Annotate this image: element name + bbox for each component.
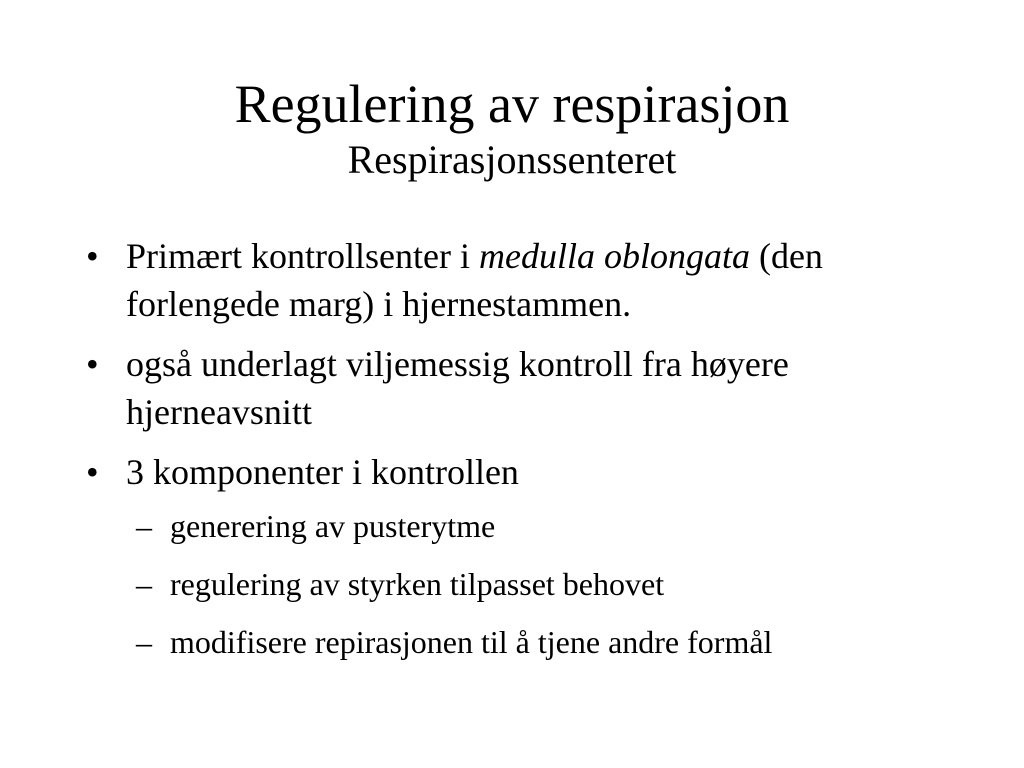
bullet-1-text-italic: medulla oblongata bbox=[478, 236, 750, 276]
bullet-list bbox=[86, 232, 966, 664]
sub-item-3-text: modifisere repirasjonen til å tjene andre formål bbox=[170, 624, 773, 660]
title-block bbox=[0, 72, 1024, 184]
bullet-item-3 bbox=[86, 448, 966, 496]
bullet-item-1 bbox=[86, 232, 966, 328]
bullet-2-text: også underlagt viljemessig kontroll fra høyere hjerneavsnitt bbox=[126, 344, 789, 432]
bullet-marker: • bbox=[86, 344, 99, 384]
sub-item-1 bbox=[86, 504, 966, 548]
sub-item-3 bbox=[86, 620, 966, 664]
sub-marker: – bbox=[136, 508, 152, 544]
bullet-1-text-after: (den forlengede marg) i hjernestammen. bbox=[126, 236, 823, 324]
sub-item-2 bbox=[86, 562, 966, 606]
bullet-1-text-before: Primært kontrollsenter i bbox=[126, 236, 479, 276]
bullet-3-text: 3 komponenter i kontrollen bbox=[126, 452, 519, 492]
slide-title: Regulering av respirasjon bbox=[234, 74, 790, 134]
sub-marker: – bbox=[136, 624, 152, 660]
sub-item-1-text: generering av pusterytme bbox=[170, 508, 496, 544]
sub-marker: – bbox=[136, 566, 152, 602]
sub-list bbox=[86, 504, 966, 664]
slide-subtitle: Respirasjonssenteret bbox=[347, 137, 677, 182]
bullet-marker: • bbox=[86, 236, 99, 276]
sub-item-2-text: regulering av styrken tilpasset behovet bbox=[170, 566, 665, 602]
bullet-marker: • bbox=[86, 452, 99, 492]
bullet-item-2 bbox=[86, 340, 966, 436]
